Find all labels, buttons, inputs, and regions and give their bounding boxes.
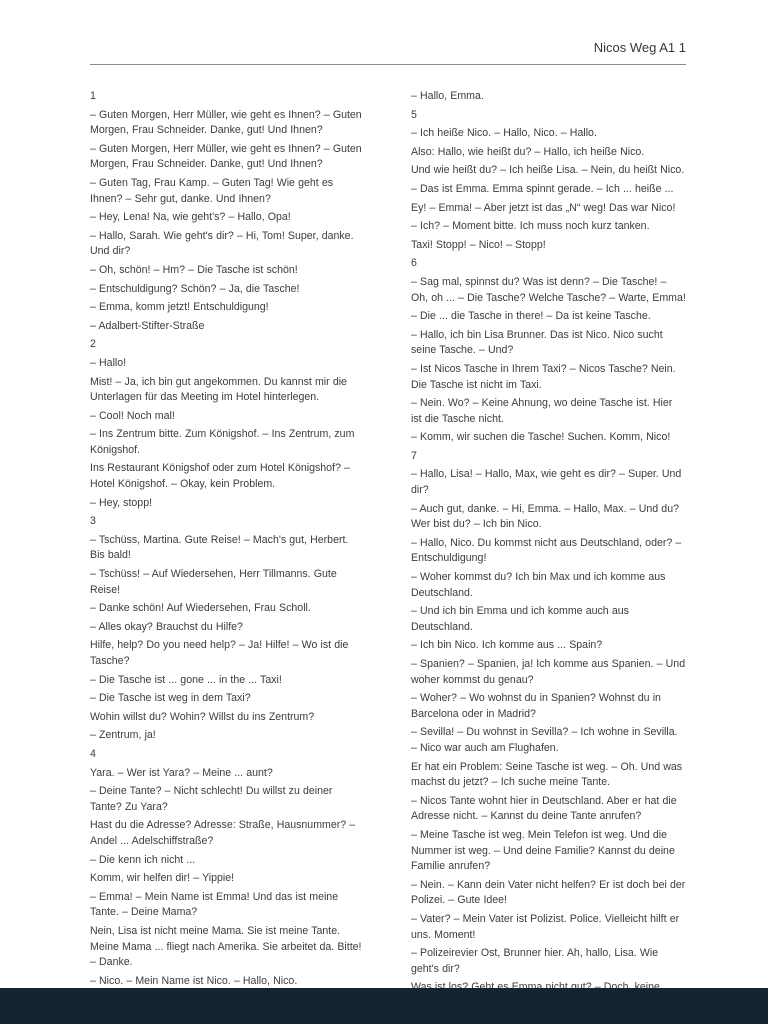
transcript-paragraph: – Komm, wir suchen die Tasche! Suchen. Komm, Nico! [411,431,671,444]
transcript-paragraph: – Hallo, Sarah. Wie geht's dir? – Hi, Tom! Super, danke. Und dir? [90,229,354,258]
section-number: 2 [90,338,96,351]
right-column [411,89,686,1014]
transcript-paragraph: – Entschuldigung? Schön? – Ja, die Tasche! [90,282,300,295]
transcript-paragraph: – Hallo, ich bin Lisa Brunner. Das ist Nico. Nico sucht seine Tasche. – Und? [411,328,663,357]
viewer-footer-bar[interactable] [0,988,768,1024]
transcript-paragraph: Nein, Lisa ist nicht meine Mama. Sie ist meine Tante. Meine Mama ... fliegt nach Amerika. Sie arbeitet da. Bitte! – Danke. [90,924,362,969]
section-number: 6 [411,257,417,270]
transcript-paragraph: – Polizeirevier Ost, Brunner hier. Ah, hallo, Lisa. Wie geht's dir? [411,947,659,975]
transcript-paragraph: – Oh, schön! – Hm? – Die Tasche ist schön! [90,263,298,276]
transcript-paragraph: – Cool! Noch mal! [90,409,175,422]
transcript-paragraph: Ins Restaurant Königshof oder zum Hotel Königshof? – Hotel Königshof. – Okay, kein Problem. [90,462,350,491]
transcript-paragraph: Er hat ein Problem: Seine Tasche ist weg. – Oh. Und was machst du jetzt? – Ich suche meine Tante. [411,760,683,789]
transcript-paragraph: – Ich? – Moment bitte. Ich muss noch kurz tanken. [411,220,650,233]
transcript-paragraph: – Sevilla! – Du wohnst in Sevilla? – Ich wohne in Sevilla. – Nico war auch am Flughafen. [411,726,678,754]
transcript-paragraph: – Zentrum, ja! [90,729,156,742]
transcript-paragraph: – Woher kommst du? Ich bin Max und ich komme aus Deutschland. [411,571,666,599]
section-number: 7 [411,449,417,462]
transcript-paragraph: – Nein. Wo? – Keine Ahnung, wo deine Tasche ist. Hier ist die Tasche nicht. [411,397,673,425]
transcript-paragraph: – Und ich bin Emma und ich komme auch aus Deutschland. [411,605,629,633]
transcript-paragraph: – Hallo, Lisa! – Hallo, Max, wie geht es dir? – Super. Und dir? [411,468,682,497]
transcript-paragraph: – Tschüss! – Auf Wiedersehen, Herr Tillmanns. Gute Reise! [90,568,337,596]
transcript-paragraph: – Hallo, Nico. Du kommst nicht aus Deutschland, oder? – Entschuldigung! [411,536,682,565]
left-column [90,89,365,1014]
transcript-paragraph: – Hey, Lena! Na, wie geht's? – Hallo, Opa! [90,211,291,224]
transcript-paragraph: – Nicos Tante wohnt hier in Deutschland. Aber er hat die Adresse nicht. – Kannst du deine Tante anrufen? [411,794,677,823]
section-number: 5 [411,108,417,121]
transcript-paragraph: – Hallo, Emma. [411,90,484,102]
transcript-paragraph: – Spanien? – Spanien, ja! Ich komme aus Spanien. – Und woher kommst du genau? [411,658,686,686]
section-number: 3 [90,515,96,528]
transcript-paragraph: – Ich heiße Nico. – Hallo, Nico. – Hallo. [411,127,597,140]
transcript-paragraph: Also: Hallo, wie heißt du? – Hallo, ich heiße Nico. [411,145,645,158]
transcript-paragraph: – Ins Zentrum bitte. Zum Königshof. – Ins Zentrum, zum Königshof. [90,428,355,456]
transcript-paragraph: – Die Tasche ist weg in dem Taxi? [90,692,251,705]
transcript-paragraph: – Guten Morgen, Herr Müller, wie geht es Ihnen? – Guten Morgen, Frau Schneider. Danke, gut! Und Ihnen? [90,108,362,137]
transcript-paragraph: – Auch gut, danke. – Hi, Emma. – Hallo, Max. – Und du? Wer bist du? – Ich bin Nico. [411,502,679,531]
transcript-paragraph: Yara. – Wer ist Yara? – Meine ... aunt? [90,766,273,779]
transcript-paragraph: – Die kenn ich nicht ... [90,853,196,866]
transcript-paragraph: Ey! – Emma! – Aber jetzt ist das „N“ weg! Das war Nico! [411,201,676,214]
transcript-paragraph: – Vater? – Mein Vater ist Polizist. Police. Vielleicht hilft er uns. Moment! [411,912,680,941]
transcript-paragraph: – Adalbert-Stifter-Straße [90,319,205,332]
transcript-paragraph: – Die Tasche ist ... gone ... in the ... Taxi! [90,673,282,686]
transcript-paragraph: Hilfe, help? Do you need help? – Ja! Hilfe! – Wo ist die Tasche? [90,639,349,667]
transcript-paragraph: – Guten Morgen, Herr Müller, wie geht es Ihnen? – Guten Morgen, Frau Schneider. Danke, gut! Und Ihnen? [90,142,362,171]
transcript-paragraph: – Alles okay? Brauchst du Hilfe? [90,620,243,633]
transcript-paragraph: Wohin willst du? Wohin? Willst du ins Zentrum? [90,710,315,723]
page-header [90,40,686,65]
transcript-paragraph: Hast du die Adresse? Adresse: Straße, Hausnummer? – Andel ... Adelschiffstraße? [90,819,356,847]
transcript-paragraph: – Emma! – Mein Name ist Emma! Und das ist meine Tante. – Deine Mama? [90,890,339,919]
transcript-paragraph: Komm, wir helfen dir! – Yippie! [90,872,235,885]
transcript-paragraph: – Hallo! [90,356,127,369]
transcript-paragraph: – Hey, stopp! [90,496,153,509]
transcript-paragraph: – Deine Tante? – Nicht schlecht! Du willst zu deiner Tante? Zu Yara? [90,785,333,813]
document-title: Nicos Weg A1 1 [593,40,686,55]
transcript-paragraph: Und wie heißt du? – Ich heiße Lisa. – Nein, du heißt Nico. [411,164,685,177]
transcript-paragraph: – Emma, komm jetzt! Entschuldigung! [90,301,269,314]
transcript-paragraph: Taxi! Stopp! – Nico! – Stopp! [411,238,546,251]
transcript-paragraph: – Sag mal, spinnst du? Was ist denn? – Die Tasche! – Oh, oh ... – Die Tasche? Welche Tasche? – Warte, Emma! [411,275,686,304]
transcript-paragraph: – Nein. – Kann dein Vater nicht helfen? Er ist doch bei der Polizei. – Gute Idee! [411,878,686,907]
transcript-paragraph: – Die ... die Tasche in there! – Da ist keine Tasche. [411,310,651,323]
transcript-paragraph: – Guten Tag, Frau Kamp. – Guten Tag! Wie geht es Ihnen? – Sehr gut, danke. Und Ihnen? [90,176,334,205]
transcript-paragraph: – Ist Nicos Tasche in Ihrem Taxi? – Nicos Tasche? Nein. Die Tasche ist nicht im Taxi. [411,362,676,391]
transcript-paragraph: – Meine Tasche ist weg. Mein Telefon ist weg. Und die Nummer ist weg. – Und deine Familie? Kannst du deine Familie anrufen? [411,828,675,873]
content-columns [90,89,686,1014]
section-number: 4 [90,747,96,760]
transcript-paragraph: – Nico. – Mein Name ist Nico. – Hallo, Nico. [90,974,298,987]
transcript-paragraph: – Woher? – Wo wohnst du in Spanien? Wohnst du in Barcelona oder in Madrid? [411,692,661,720]
transcript-paragraph: – Tschüss, Martina. Gute Reise! – Mach's gut, Herbert. Bis bald! [90,533,349,562]
transcript-paragraph: – Das ist Emma. Emma spinnt gerade. – Ich ... heiße ... [411,182,674,195]
transcript-paragraph: Mist! – Ja, ich bin gut angekommen. Du kannst mir die Unterlagen für das Meeting im Hotel hinterlegen. [90,375,347,404]
section-number: 1 [90,90,96,102]
transcript-paragraph: – Danke schön! Auf Wiedersehen, Frau Scholl. [90,602,311,615]
transcript-paragraph: – Ich bin Nico. Ich komme aus ... Spain? [411,639,603,652]
